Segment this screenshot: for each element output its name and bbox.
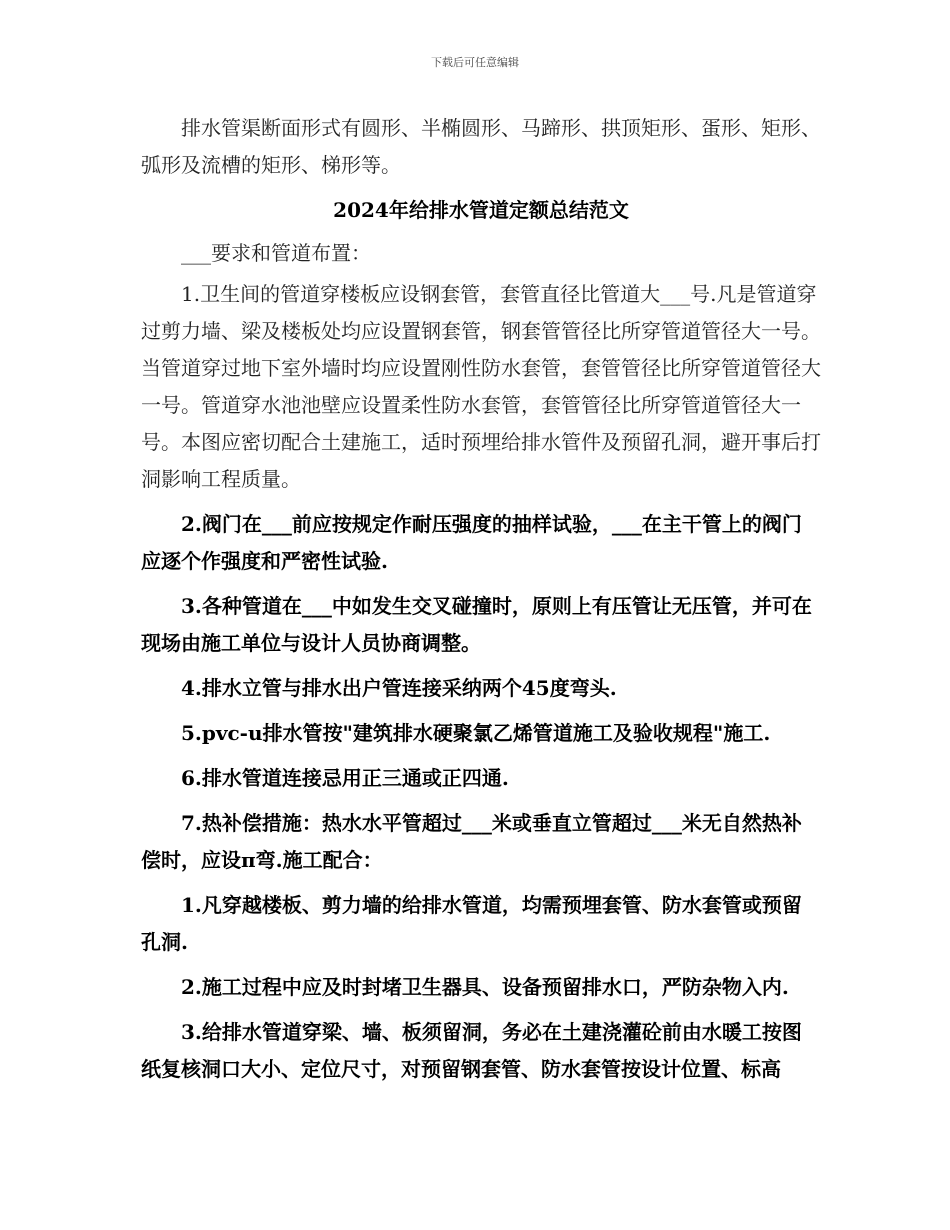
document-body (141, 110, 821, 1096)
item-1: 1.卫生间的管道穿楼板应设钢套管，套管直径比管道大___号.凡是管道穿过剪力墙、梁及楼板处均应设置钢套管，钢套管管径比所穿管道管径大一号。当管道穿过地下室外墙时均应设置刚性防水套管，套管管径比所穿管道管径大一号。管道穿水池池壁应设置柔性防水套管，套管管径比所穿管道管径大一号。本图应密切配合土建施工，适时预埋给排水管件及预留孔洞，避开事后打洞影响工程质量。 (141, 282, 821, 491)
cooperation-item-3: 3.给排水管道穿梁、墙、板须留洞，务必在土建浇灌砼前由水暖工按图纸复核洞口大小、定位尺寸，对预留钢套管、防水套管按设计位置、标高 (141, 1020, 802, 1081)
item-5: 5.pvc-u排水管按"建筑排水硬聚氯乙烯管道施工及验收规程"施工. (181, 721, 771, 745)
item-6: 6.排水管道连接忌用正三通或正四通. (181, 766, 509, 790)
item-4: 4.排水立管与排水出户管连接采纳两个45度弯头. (181, 676, 617, 700)
cooperation-item-1: 1.凡穿越楼板、剪力墙的给排水管道，均需预埋套管、防水套管或预留孔洞. (141, 893, 802, 954)
requirements-heading: ___要求和管道布置： (181, 241, 371, 265)
document-title: 2024年给排水管道定额总结范文 (333, 198, 629, 222)
item-2: 2.阀门在___前应按规定作耐压强度的抽样试验，___在主干管上的阀门应逐个作强度和严密性试验. (141, 512, 802, 573)
page-header-note: 下载后可任意编辑 (431, 56, 519, 69)
item-3: 3.各种管道在___中如发生交叉碰撞时，原则上有压管让无压管，并可在现场由施工单位与设计人员协商调整。 (141, 594, 812, 655)
item-7: 7.热补偿措施：热水水平管超过___米或垂直立管超过___米无自然热补偿时，应设π弯.施工配合： (141, 811, 802, 872)
intro-paragraph: 排水管渠断面形式有圆形、半椭圆形、马蹄形、拱顶矩形、蛋形、矩形、弧形及流槽的矩形、梯形等。 (141, 116, 821, 177)
cooperation-item-2: 2.施工过程中应及时封堵卫生器具、设备预留排水口，严防杂物入内. (181, 975, 789, 999)
